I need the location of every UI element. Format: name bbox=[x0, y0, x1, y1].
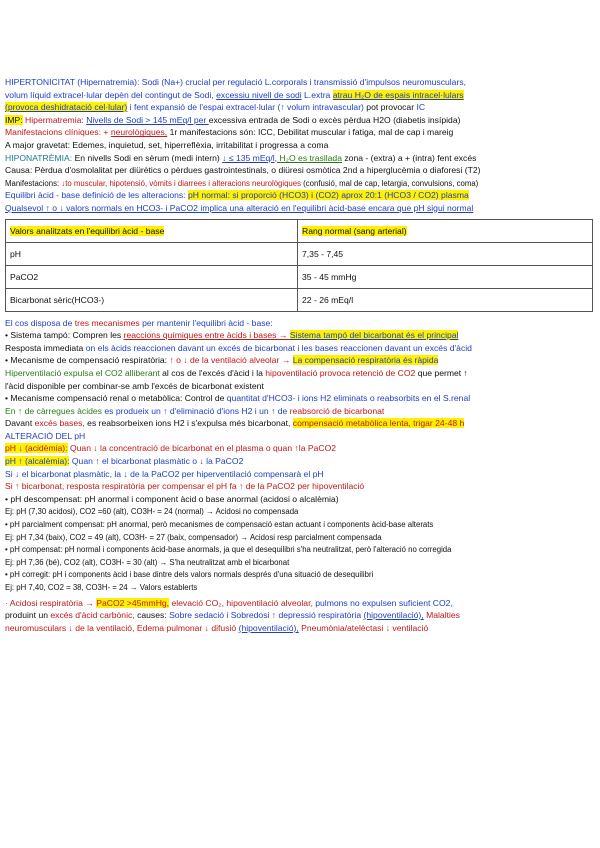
sistema-tampo-line: • Sistema tampó: Compren les reaccions químiques entre àcids i bases → Sistema tampó del bicarbonat és el principal bbox=[5, 330, 459, 341]
table-row bbox=[6, 265, 593, 288]
hiperventilacio-line: Hiperventilació expulsa el CO2 alliberant al cos de l'excés d'àcid i la hipoventilació provoca retenció de CO2 que permet ↑ bbox=[5, 367, 468, 378]
acid-base-table bbox=[5, 219, 593, 312]
resposta-immediata-line: Resposta immediata on els àcids reaccionen davant un excés de bicarbonat i les bases reaccionen davant un excés d'àcid bbox=[5, 342, 472, 353]
ph-descompensat-example: Ej: pH (7,30 acidosi), CO2 =60 (alt), CO3H- = 24 (normal) → Acidosi no compensada bbox=[5, 507, 299, 517]
manifestacions-line: Manifestacions clíniques: + neurològiques, 1r manifestacions són: ICC, Debilitat muscular i fatiga, mal de cap i mareig bbox=[5, 127, 454, 138]
table-row bbox=[6, 242, 593, 265]
table-cell: Bicarbonat sèric(HCO3-) bbox=[6, 288, 298, 311]
table-header-cell: Rang normal (sang arterial) bbox=[298, 219, 593, 242]
table-cell: 35 - 45 mmHg bbox=[298, 265, 593, 288]
exces-bases-line: Davant excés bases, es reabsorbeixen ions H2 i s'expulsa més bicarbonat, compensació metabòlica lenta, trigar 24-48 h bbox=[5, 418, 465, 429]
equilibri-line-2: Qualsevol ↑ o ↓ valors normals en HCO3- i PaCO2 implica una alteració en l'equilibri àcid-base encara que pH sigui normal bbox=[5, 202, 474, 213]
table-row bbox=[6, 288, 593, 311]
acidosi-respiratoria-line-3: neuromusculars ↓ de la ventilació, Edema pulmonar ↓ difusió (hipoventilació), Pneumònia/atelèctasi ↓ ventilació bbox=[5, 622, 429, 633]
hiponatremia-manifestacions: Manifestacions: ↓to muscular, hipotensió, vòmits i diarrees i alteracions neurològiques (confusió, mal de cap, letargia, convulsions, coma) bbox=[5, 178, 479, 188]
acidemia-line: pH ↓ (acidèmia): Quan ↓ la concentració de bicarbonat en el plasma o quan ↑la PaCO2 bbox=[5, 443, 337, 454]
acid-disponible-line: l'àcid disponible per combinar-se amb l'excés de bicarbonat existent bbox=[5, 380, 264, 391]
hiponatremia-causa: Causa: Pèrdua d'osmolalitat per diürètics o pèrdues gastrointestinals, o diüresi osmòtica 2nd a hiperglucèmia o diaforesi (T2) bbox=[5, 165, 481, 176]
carregues-acides-line: En ↑ de càrregues àcides es produeix un ↑ d'eliminació d'ions H2 i un ↑ de reabsorció de bicarbonat bbox=[5, 405, 385, 416]
bicarbonat-baix-line: Si ↓ el bicarbonat plasmàtic, la ↓ de la PaCO2 per hiperventilació compensarà el pH bbox=[5, 468, 324, 479]
ph-corregit-line: • pH corregit: pH i components àcid i base dintre dels valors normals després d'una situació de desequilibri bbox=[5, 570, 374, 580]
ph-compensat-line: • pH compensat: pH normal i components àcid-base anormals, ja que el desequilibri s'ha neutralitzat, però l'alteració no corregida bbox=[5, 545, 452, 555]
table-header-row bbox=[6, 219, 593, 242]
equilibri-line-1: Equilibri àcid - base definició de les alteracions: pH normal: si proporció (HCO3) i (CO2) aprox 20:1 (HCO3 / CO2) plasma bbox=[5, 190, 469, 201]
alcalemia-line: pH ↑ (alcalèmia): Quan ↑ el bicarbonat plasmàtic o ↓ la PaCO2 bbox=[5, 456, 244, 467]
hipertonicitat-line-2: volum líquid extracel·lular depèn del contingut de Sodi, excessiu nivell de sodi L.extra atrau H₂O de espais intracel·lulars bbox=[5, 89, 464, 100]
table-cell: pH bbox=[6, 242, 298, 265]
ph-descompensat-line: • pH descompensat: pH anormal i component àcid o base anormal (acidosi o alcalèmia) bbox=[5, 493, 339, 504]
table-cell: 22 - 26 mEq/l bbox=[298, 288, 593, 311]
hiponatremia-line-1: HIPONATRÈMIA: En nivells Sodi en sèrum (medi intern) ↓ ≤ 135 mEq/l, H₂O es trasllada zona - (extra) a + (intra) fent excés bbox=[5, 152, 477, 163]
hipertonicitat-line-3: (provoca deshidratació cel·lular) i fent expansió de l'espai extracel·lular (↑ volum intravascular) pot provocar IC bbox=[5, 102, 426, 113]
hipermatremia-line: IMP: Hipermatremia: Nivells de Sodi > 145 mEq/l per excessiva entrada de Sodi o excès pèrdua H2O (diabetis insípida) bbox=[5, 114, 461, 125]
table-cell: PaCO2 bbox=[6, 265, 298, 288]
hipertonicitat-line-1: HIPERTONICITAT (Hipernatremia): Sodi (Na+) crucial per regulació L.corporals i transmissió d'impulsos neuromusculars, bbox=[5, 77, 467, 87]
acidosi-respiratoria-line-2: produint un excés d'àcid carbònic, causes: Sobre sedació i Sobredosi ↑ depressió respiratòria (hipoventilació), Malalties bbox=[5, 610, 460, 621]
document-page bbox=[5, 0, 565, 635]
compensacio-respiratoria-line: • Mecanisme de compensació respiratòria: ↑ o ↓ de la ventilació alveolar → La compensació respiratòria és ràpida bbox=[5, 355, 439, 366]
bicarbonat-alt-line: Si ↑ bicarbonat, resposta respiratòria per compensar el pH fa ↑ de la PaCO2 per hipoventilació bbox=[5, 481, 365, 492]
ph-corregit-example: Ej: pH 7,40, CO2 = 38, CO3H- = 24 → Valors establerts bbox=[5, 583, 198, 592]
alteracio-ph-heading: ALTERACIÓ DEL pH bbox=[5, 430, 86, 441]
table-header-cell: Valors analitzats en l'equilibri àcid - base bbox=[6, 219, 298, 242]
ph-parcial-example: Ej: pH 7,34 (baix), CO2 = 49 (alt), CO3H- = 27 (baix, compensador) → Acidosi resp parcialment compensada bbox=[5, 532, 382, 542]
gravetat-line: A major gravetat: Edemes, inquietud, set, hiperreflèxia, irritabilitat i progressa a coma bbox=[5, 139, 329, 150]
ph-parcial-line: • pH parcialment compensat: pH anormal, però mecanismes de compensació estan actuant i components àcid-base alterats bbox=[5, 520, 434, 530]
compensacio-renal-line: • Mecanisme compensació renal o metabòlica: Control de quantitat d'HCO3- i ions H2 eliminats o reabsorbits en el S.renal bbox=[5, 393, 471, 404]
table-cell: 7,35 - 7,45 bbox=[298, 242, 593, 265]
mecanismes-intro: El cos disposa de tres mecanismes per mantenir l'equilibri àcid - base: bbox=[5, 317, 273, 328]
acidosi-respiratoria-line-1: · Acidosi respiratòria → PaCO2 >45mmHg, elevació CO₂, hipoventilació alveolar, pulmons no expulsen suficient CO2, bbox=[5, 597, 453, 608]
ph-compensat-example: Ej: pH 7,36 (bé), CO2 (alt), CO3H- = 30 (alt) → S'ha neutralitzat amb el bicarbonat bbox=[5, 557, 290, 567]
